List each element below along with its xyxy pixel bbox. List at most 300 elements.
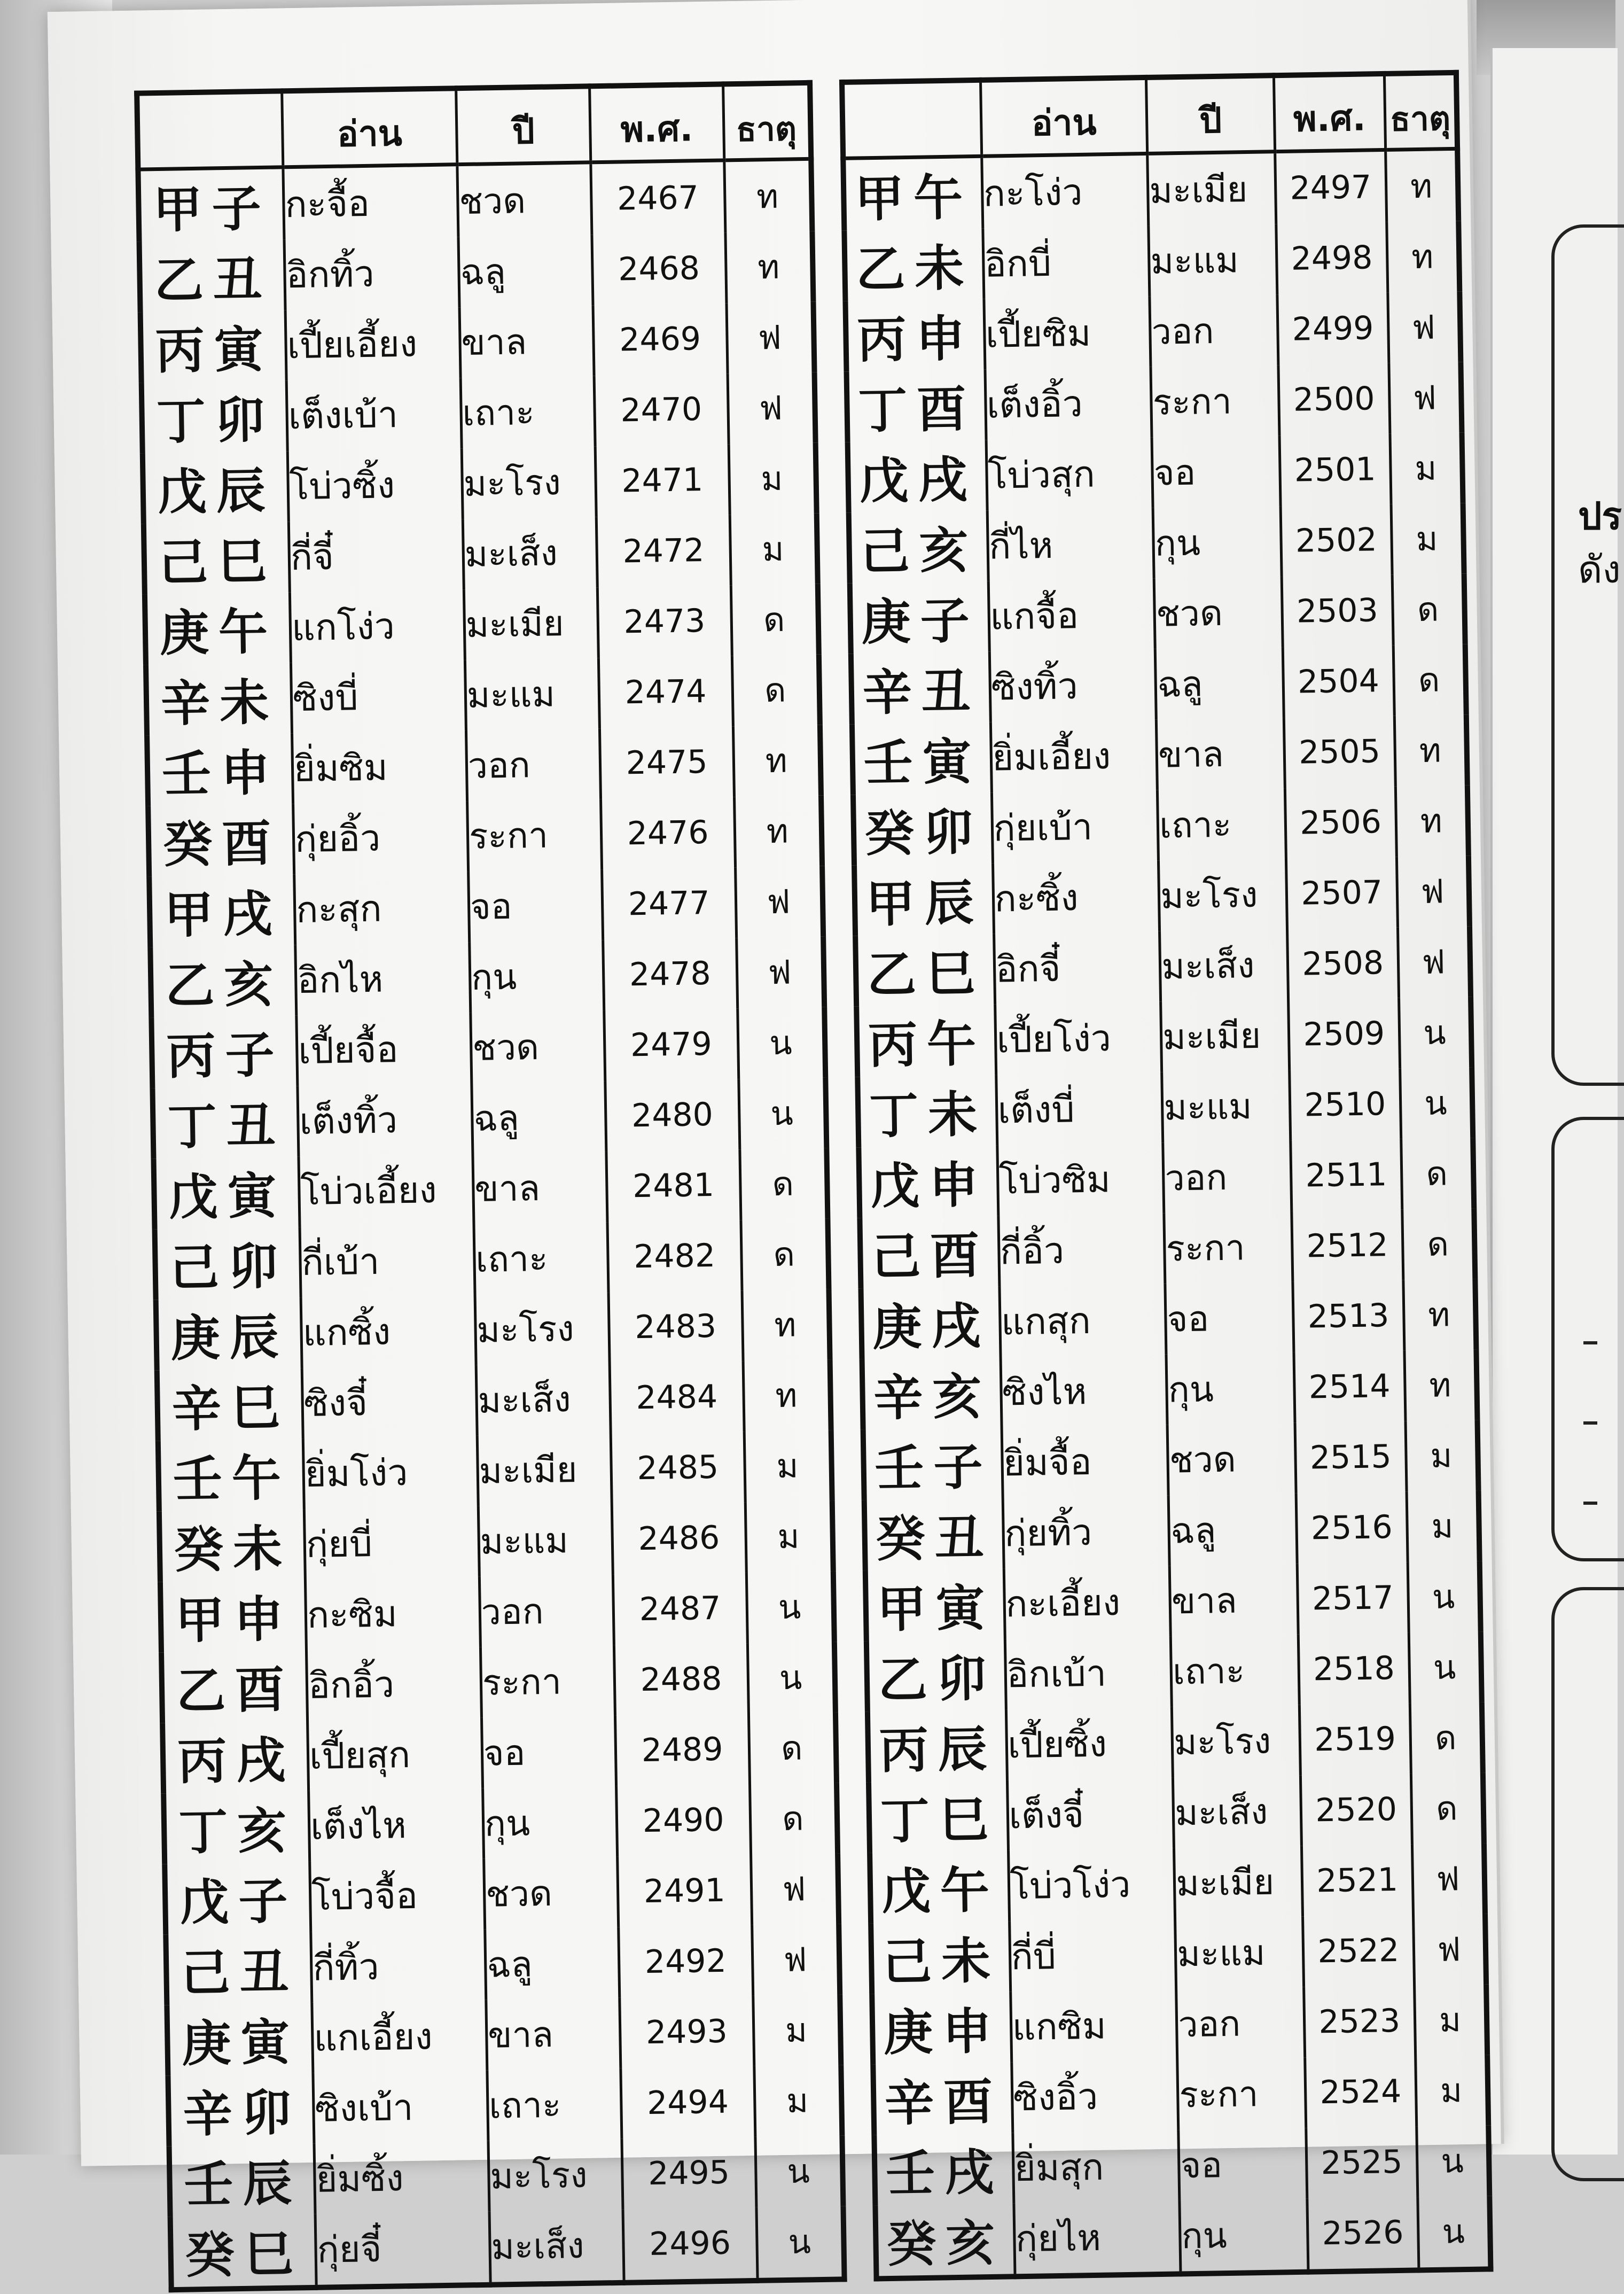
buddhist-year-cell: 2496 <box>623 2207 758 2283</box>
element-cell: ม <box>745 1501 833 1573</box>
zodiac-year-cell: กุน <box>482 1786 617 1859</box>
reading-cell: ยิ่มโง่ว <box>303 1436 478 1509</box>
reading-cell: เต็งบี่ <box>996 1072 1163 1146</box>
element-cell: ด <box>1401 1138 1474 1210</box>
buddhist-year-cell: 2523 <box>1303 1986 1415 2058</box>
zodiac-year-cell: ขาล <box>459 305 594 378</box>
buddhist-year-cell: 2520 <box>1300 1774 1412 1846</box>
chinese-stem-branch: 丁卯 <box>142 380 288 453</box>
element-cell: ด <box>1410 1702 1483 1774</box>
reading-cell: ซิงทิ้ว <box>989 649 1157 722</box>
reading-cell: กะซิ้ง <box>993 861 1160 934</box>
reading-cell: เต็งเบ้า <box>286 378 462 451</box>
table-row <box>843 149 1458 231</box>
zodiac-year-cell: ฉลู <box>1155 647 1284 720</box>
buddhist-year-cell: 2518 <box>1298 1633 1410 1705</box>
table-row <box>847 362 1462 442</box>
buddhist-year-cell: 2483 <box>608 1290 743 1363</box>
element-cell: ท <box>725 231 813 304</box>
element-cell: ด <box>740 1219 829 1291</box>
buddhist-year-cell: 2472 <box>596 515 731 587</box>
reading-cell: ยิ่มจื้อ <box>1002 1425 1169 1498</box>
header-reading: อ่าน <box>282 88 457 167</box>
reading-cell: เต็งจี๋ <box>1007 1778 1174 1851</box>
zodiac-year-cell: เถาะ <box>1158 788 1286 861</box>
element-cell: น <box>756 2206 844 2281</box>
element-cell: ม <box>753 1994 841 2066</box>
zodiac-year-cell: มะเมีย <box>1147 152 1276 226</box>
reading-cell: ซิงเบ้า <box>313 2071 488 2144</box>
buddhist-year-cell: 2525 <box>1306 2126 1417 2198</box>
buddhist-year-cell: 2515 <box>1295 1421 1407 1494</box>
zodiac-year-cell: กุน <box>1166 1352 1294 1425</box>
reading-cell: โบ่วจื้อ <box>310 1859 485 1932</box>
element-cell: ท <box>1403 1279 1477 1351</box>
element-cell: น <box>1408 1561 1481 1632</box>
element-cell: น <box>738 1078 826 1150</box>
buddhist-year-cell: 2519 <box>1299 1704 1411 1776</box>
chinese-stem-branch: 丁亥 <box>163 1791 310 1864</box>
element-cell: ด <box>739 1148 827 1220</box>
reading-cell: ยิ่มสุก <box>1012 2130 1180 2203</box>
table-row <box>138 159 812 242</box>
buddhist-year-cell: 2495 <box>622 2137 756 2210</box>
table-row <box>158 1430 832 1512</box>
chinese-stem-branch: 辛巳 <box>157 1368 303 1441</box>
right-almanac-table <box>839 70 1494 2282</box>
chinese-stem-branch: 辛卯 <box>168 2073 314 2146</box>
chinese-stem-branch: 庚辰 <box>156 1297 302 1370</box>
element-cell: ด <box>749 1783 838 1855</box>
zodiac-year-cell: มะเส็ง <box>489 2210 624 2285</box>
zodiac-year-cell: มะโรง <box>1172 1705 1300 1778</box>
chinese-stem-branch: 癸未 <box>159 1509 306 1582</box>
header-be: พ.ศ. <box>1274 74 1385 152</box>
table-row <box>866 1631 1482 1712</box>
element-cell: ท <box>724 159 812 232</box>
buddhist-year-cell: 2524 <box>1305 2056 1416 2128</box>
element-cell: ด <box>1393 644 1466 716</box>
buddhist-year-cell: 2485 <box>611 1432 745 1504</box>
chinese-stem-branch: 己丑 <box>166 1932 312 2005</box>
reading-cell: อิกอิ้ว <box>307 1647 482 1721</box>
element-cell: ม <box>730 514 818 586</box>
zodiac-year-cell: มะเมีย <box>477 1434 612 1506</box>
element-cell: ฟ <box>735 866 823 938</box>
reading-cell: กี่บี่ <box>1009 1919 1176 1992</box>
element-cell: ฟ <box>752 1924 840 1996</box>
buddhist-year-cell: 2514 <box>1294 1351 1406 1423</box>
zodiac-year-cell: วอก <box>1150 294 1278 367</box>
zodiac-year-cell: มะแม <box>1162 1070 1290 1143</box>
reading-cell: เปี้ยซิม <box>983 297 1151 370</box>
element-cell: ฟ <box>1396 856 1470 928</box>
reading-cell: แกซิ้ง <box>301 1295 476 1368</box>
next-page-text-1: ปร <box>1578 496 1622 538</box>
element-cell: ม <box>729 443 817 515</box>
reading-cell: กุ่ยเบ้า <box>991 790 1159 864</box>
buddhist-year-cell: 2498 <box>1276 222 1387 294</box>
reading-cell: เปี้ยจื้อ <box>296 1013 472 1086</box>
zodiac-year-cell: มะแม <box>465 658 599 730</box>
table-row <box>159 1501 833 1582</box>
table-row <box>139 231 814 313</box>
element-cell: น <box>1418 2196 1491 2270</box>
table-header-row <box>137 83 811 169</box>
left-almanac-table <box>134 80 847 2292</box>
element-cell: ฟ <box>1388 292 1461 363</box>
zodiac-year-cell: มะแม <box>1175 1917 1303 1989</box>
chinese-stem-branch: 癸酉 <box>148 804 294 876</box>
table-row <box>142 372 816 454</box>
reading-cell: ยิ่มซิม <box>292 730 467 804</box>
reading-cell: กี่ไห <box>987 508 1154 581</box>
chinese-stem-branch: 辛未 <box>146 663 292 735</box>
reading-cell: เปี้ยโง่ว <box>995 1002 1162 1075</box>
element-cell: น <box>1399 997 1472 1069</box>
element-cell: ฟ <box>1413 1914 1486 1985</box>
table-row <box>854 856 1470 936</box>
reading-cell: กี่เบ้า <box>300 1224 475 1297</box>
chinese-stem-branch: 丁丑 <box>152 1086 299 1158</box>
zodiac-year-cell: ฉลู <box>472 1081 606 1154</box>
reading-cell: กุ่ยอิ้ว <box>293 801 469 874</box>
buddhist-year-cell: 2488 <box>614 1643 748 1716</box>
zodiac-year-cell: มะเมีย <box>1174 1846 1302 1919</box>
element-cell: ท <box>742 1289 830 1362</box>
buddhist-year-cell: 2517 <box>1297 1562 1409 1635</box>
buddhist-year-cell: 2510 <box>1289 1069 1401 1141</box>
left-table-body <box>138 159 844 2290</box>
zodiac-year-cell: ระกา <box>1151 365 1279 438</box>
zodiac-year-cell: มะเส็ง <box>1160 929 1288 1002</box>
buddhist-year-cell: 2473 <box>597 585 732 658</box>
reading-cell: โบ่วสุก <box>986 438 1153 511</box>
reading-cell: กะเอี้ยง <box>1004 1566 1171 1639</box>
buddhist-year-cell: 2467 <box>591 160 725 235</box>
zodiac-year-cell: วอก <box>466 728 600 801</box>
reading-cell: อิกทิ้ว <box>284 237 459 310</box>
buddhist-year-cell: 2499 <box>1277 293 1388 365</box>
table-row <box>853 786 1469 866</box>
element-cell: ม <box>1407 1491 1480 1562</box>
buddhist-year-cell: 2490 <box>616 1784 751 1857</box>
zodiac-year-cell: ขาล <box>473 1152 607 1224</box>
chinese-stem-branch: 甲戌 <box>149 874 295 947</box>
chinese-stem-branch: 癸亥 <box>875 2203 1014 2279</box>
buddhist-year-cell: 2491 <box>617 1855 752 1927</box>
chinese-stem-branch: 戊辰 <box>143 451 289 524</box>
chinese-stem-branch: 乙酉 <box>161 1650 308 1723</box>
element-cell: ฟ <box>1412 1843 1485 1915</box>
chinese-stem-branch: 戊申 <box>858 1146 998 1218</box>
table-row <box>857 1068 1473 1148</box>
buddhist-year-cell: 2522 <box>1302 1915 1414 1987</box>
table-row <box>153 1148 827 1230</box>
buddhist-year-cell: 2476 <box>600 797 735 869</box>
element-cell: ด <box>1402 1209 1475 1280</box>
chinese-stem-branch: 己亥 <box>849 511 988 584</box>
buddhist-year-cell: 2489 <box>615 1714 749 1786</box>
reading-cell: กะซิม <box>305 1577 480 1650</box>
buddhist-year-cell: 2503 <box>1282 575 1393 647</box>
reading-cell: อิกไห <box>295 942 471 1015</box>
next-page-mark <box>1583 1341 1597 1344</box>
chinese-stem-branch: 丙辰 <box>868 1709 1007 1782</box>
table-row <box>863 1420 1479 1500</box>
buddhist-year-cell: 2505 <box>1284 716 1395 788</box>
chinese-stem-branch: 丙寅 <box>140 310 287 383</box>
table-row <box>873 2055 1488 2135</box>
buddhist-year-cell: 2484 <box>610 1361 744 1434</box>
chinese-stem-branch: 癸丑 <box>864 1498 1004 1570</box>
element-cell: ท <box>1387 221 1460 293</box>
reading-cell: ซิงจี๋ <box>302 1365 477 1438</box>
buddhist-year-cell: 2487 <box>613 1573 747 1645</box>
reading-cell: กุ่ยบี่ <box>304 1506 479 1580</box>
element-cell: ฟ <box>1389 362 1462 434</box>
table-row <box>169 2135 844 2217</box>
zodiac-year-cell: กุน <box>470 940 604 1013</box>
reading-cell: แกเอี้ยง <box>312 2000 487 2073</box>
reading-cell: ยิ่มซิ้ง <box>314 2141 489 2214</box>
buddhist-year-cell: 2493 <box>619 1996 754 2069</box>
zodiac-year-cell: ระกา <box>467 799 602 872</box>
buddhist-year-cell: 2492 <box>618 1925 753 1998</box>
reading-cell: แกโง่ว <box>290 589 465 663</box>
table-row <box>849 503 1464 584</box>
chinese-stem-branch: 己卯 <box>155 1227 301 1300</box>
buddhist-year-cell: 2481 <box>606 1149 741 1222</box>
zodiac-year-cell: จอ <box>481 1716 616 1788</box>
zodiac-year-cell: มะเส็ง <box>463 517 597 589</box>
chinese-stem-branch: 辛丑 <box>851 652 990 725</box>
chinese-stem-branch: 壬戌 <box>874 2133 1013 2205</box>
buddhist-year-cell: 2470 <box>594 374 729 446</box>
buddhist-year-cell: 2478 <box>603 938 737 1010</box>
table-row <box>851 644 1466 725</box>
table-row <box>157 1360 831 1441</box>
zodiac-year-cell: ระกา <box>1177 2058 1306 2130</box>
reading-cell: ซิงไห <box>1001 1355 1168 1428</box>
zodiac-year-cell: มะโรง <box>462 446 596 519</box>
table-row <box>140 302 815 383</box>
table-row <box>869 1772 1484 1853</box>
table-row <box>170 2206 845 2290</box>
reading-cell: ยิ่มเอี้ยง <box>990 720 1158 793</box>
next-page-mark <box>1583 1421 1597 1425</box>
reading-cell: กี่ทิ้ว <box>311 1930 486 2003</box>
table-row <box>145 584 819 665</box>
table-row <box>161 1642 836 1723</box>
table-row <box>143 443 817 524</box>
reading-cell: โบ่วโง่ว <box>1008 1848 1175 1922</box>
reading-cell: เปี้ยซิ้ง <box>1006 1707 1173 1780</box>
zodiac-year-cell: ระกา <box>1164 1211 1292 1284</box>
chinese-stem-branch: 庚戌 <box>861 1287 1000 1359</box>
zodiac-year-cell: ฉลู <box>458 235 593 307</box>
header-year: ปี <box>456 86 591 164</box>
chinese-stem-branch: 甲午 <box>843 156 982 231</box>
book-page <box>48 0 1502 2284</box>
zodiac-year-cell: มะเส็ง <box>1173 1776 1301 1848</box>
zodiac-year-cell: วอก <box>1163 1141 1291 1214</box>
chinese-stem-branch: 丙戌 <box>162 1721 309 1793</box>
chinese-stem-branch: 戊午 <box>870 1850 1009 1923</box>
reading-cell: เปี้ยสุก <box>308 1718 483 1791</box>
buddhist-year-cell: 2482 <box>607 1220 742 1293</box>
buddhist-year-cell: 2512 <box>1291 1210 1403 1282</box>
reading-cell: กะโง่ว <box>981 153 1149 228</box>
header-year: ปี <box>1146 75 1275 153</box>
table-row <box>874 2125 1489 2205</box>
chinese-stem-branch: 戊寅 <box>153 1156 300 1229</box>
buddhist-year-cell: 2521 <box>1301 1845 1413 1917</box>
zodiac-year-cell: มะโรง <box>475 1293 610 1365</box>
reading-cell: กี่อิ้ว <box>998 1214 1165 1287</box>
next-page-mark <box>1583 1502 1597 1505</box>
chinese-stem-branch: 庚申 <box>872 1992 1011 2064</box>
zodiac-year-cell: มะโรง <box>488 2139 623 2212</box>
buddhist-year-cell: 2500 <box>1278 363 1390 436</box>
table-row <box>162 1712 837 1793</box>
buddhist-year-cell: 2471 <box>595 444 730 517</box>
table-row <box>167 1994 841 2075</box>
buddhist-year-cell: 2526 <box>1307 2197 1418 2272</box>
buddhist-year-cell: 2475 <box>599 726 734 799</box>
reading-cell: แกจื้อ <box>988 579 1155 652</box>
element-cell: ม <box>1391 503 1464 575</box>
chinese-stem-branch: 己巳 <box>144 522 290 594</box>
next-page-edge <box>1490 48 1622 2155</box>
chinese-stem-branch: 丁巳 <box>869 1780 1008 1853</box>
header-chinese <box>137 91 283 169</box>
table-row <box>860 1209 1475 1289</box>
chinese-stem-branch: 辛亥 <box>862 1357 1002 1430</box>
buddhist-year-cell: 2479 <box>604 1008 738 1081</box>
table-row <box>844 221 1459 301</box>
zodiac-year-cell: ชวด <box>484 1857 619 1930</box>
reading-cell: อิกจี๋ <box>994 931 1161 1005</box>
buddhist-year-cell: 2474 <box>598 656 733 728</box>
table-row <box>862 1350 1478 1430</box>
table-row <box>850 574 1465 654</box>
zodiac-year-cell: เถาะ <box>460 376 595 448</box>
element-cell: ม <box>1414 1984 1487 2056</box>
zodiac-year-cell: กุน <box>1153 506 1281 579</box>
zodiac-year-cell: ฉลู <box>1168 1494 1297 1566</box>
buddhist-year-cell: 2516 <box>1296 1492 1408 1564</box>
chinese-stem-branch: 丙午 <box>856 1005 996 1077</box>
element-cell: ด <box>1392 574 1465 646</box>
table-row <box>848 433 1463 513</box>
reading-cell: ซิงอิ้ว <box>1011 2059 1178 2133</box>
element-cell: ฟ <box>728 372 816 445</box>
table-row <box>146 655 820 736</box>
element-cell: ท <box>733 725 821 797</box>
zodiac-year-cell: วอก <box>479 1575 614 1647</box>
chinese-stem-branch: 壬辰 <box>169 2144 316 2217</box>
chinese-stem-branch: 戊戌 <box>848 440 987 513</box>
chinese-stem-branch: 辛酉 <box>873 2062 1012 2135</box>
table-row <box>152 1078 826 1159</box>
table-row <box>856 997 1472 1077</box>
chinese-stem-branch: 甲子 <box>138 167 284 242</box>
reading-cell: กุ่ยทิ้ว <box>1003 1496 1170 1569</box>
table-row <box>156 1289 830 1371</box>
chinese-stem-branch: 壬寅 <box>852 722 991 795</box>
buddhist-year-cell: 2494 <box>621 2066 755 2139</box>
chinese-stem-branch: 壬子 <box>863 1428 1003 1500</box>
reading-cell: แกสุก <box>999 1284 1166 1357</box>
zodiac-year-cell: มะแม <box>1149 224 1277 297</box>
chinese-stem-branch: 戊子 <box>165 1862 311 1934</box>
buddhist-year-cell: 2508 <box>1287 928 1399 1000</box>
element-cell: น <box>1409 1631 1482 1703</box>
table-row <box>845 292 1461 372</box>
next-page-box-3 <box>1551 1587 1624 2181</box>
table-row <box>155 1219 829 1300</box>
buddhist-year-cell: 2468 <box>592 232 727 305</box>
element-cell: ท <box>743 1360 831 1432</box>
element-cell: ท <box>734 796 822 868</box>
table-row <box>165 1853 839 1934</box>
reading-cell: อิกบี่ <box>982 226 1150 299</box>
element-cell: ท <box>1385 149 1458 222</box>
element-cell: ม <box>754 2065 842 2137</box>
buddhist-year-cell: 2507 <box>1286 857 1397 929</box>
table-row <box>168 2065 842 2146</box>
table-row <box>864 1491 1480 1571</box>
chinese-stem-branch: 癸巳 <box>170 2214 317 2290</box>
buddhist-year-cell: 2506 <box>1285 787 1396 859</box>
zodiac-year-cell: ชวด <box>1154 577 1282 649</box>
zodiac-year-cell: ฉลู <box>485 1927 620 2000</box>
zodiac-year-cell: มะเมีย <box>464 587 598 660</box>
element-cell: ด <box>731 584 819 656</box>
table-row <box>147 725 821 806</box>
element-cell: ด <box>1411 1772 1484 1844</box>
element-cell: น <box>1417 2125 1490 2197</box>
buddhist-year-cell: 2480 <box>605 1079 740 1152</box>
next-page-text-2: ดัง <box>1578 550 1621 591</box>
next-page-box-2 <box>1551 1117 1624 1561</box>
chinese-stem-branch: 乙卯 <box>866 1639 1006 1712</box>
zodiac-year-cell: ชวด <box>457 162 592 237</box>
zodiac-year-cell: เถาะ <box>1171 1635 1299 1707</box>
element-cell: ม <box>744 1430 832 1503</box>
zodiac-year-cell: จอ <box>1178 2128 1307 2201</box>
chinese-stem-branch: 乙亥 <box>150 945 296 1017</box>
table-row <box>868 1702 1483 1782</box>
element-cell: ม <box>1415 2055 1488 2126</box>
element-cell: ฟ <box>736 937 824 1009</box>
chinese-stem-branch: 甲辰 <box>854 864 994 936</box>
chinese-stem-branch: 甲申 <box>160 1580 307 1652</box>
table-row <box>855 927 1471 1007</box>
chinese-stem-branch: 甲寅 <box>865 1568 1005 1641</box>
table-row <box>870 1843 1485 1923</box>
buddhist-year-cell: 2497 <box>1275 150 1386 224</box>
reading-cell: เปี้ยเอี้ยง <box>285 307 460 380</box>
table-row <box>858 1138 1474 1218</box>
table-row <box>149 866 823 947</box>
buddhist-year-cell: 2501 <box>1279 434 1391 506</box>
chinese-stem-branch: 丙申 <box>845 299 985 372</box>
element-cell: น <box>755 2135 843 2207</box>
zodiac-year-cell: ขาล <box>486 1998 621 2071</box>
zodiac-year-cell: จอ <box>1165 1282 1293 1355</box>
